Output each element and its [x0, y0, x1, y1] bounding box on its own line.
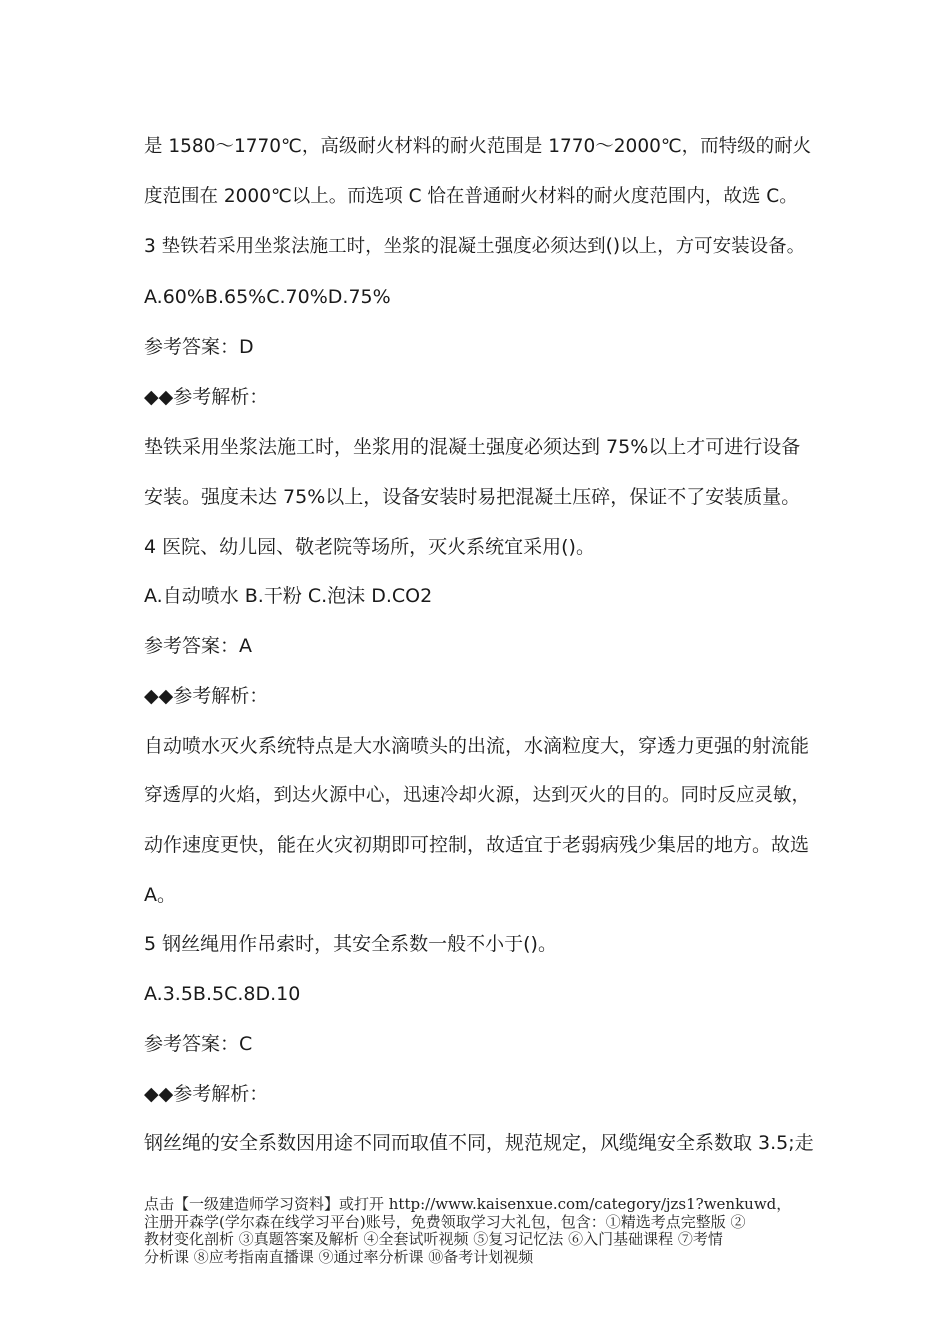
question-5-text: 5 钢丝绳用作吊索时，其安全系数一般不小于()。 [144, 933, 557, 955]
question-4-analysis-heading: ◆◆参考解析： [144, 685, 269, 707]
footer-line: 注册开森学(学尔森在线学习平台)账号，免费领取学习大礼包，包含：①精选考点完整版 ② [144, 1212, 746, 1231]
text-line: 是 1580～1770℃，高级耐火材料的耐火范围是 1770～2000℃，而特级的耐火 [144, 136, 812, 157]
text-line: 安装。强度未达 75%以上，设备安装时易把混凝土压碎，保证不了安装质量。 [144, 486, 801, 508]
question-4-text: 4 医院、幼儿园、敬老院等场所，灭火系统宜采用()。 [144, 536, 595, 558]
text-line: 自动喷水灭火系统特点是大水滴喷头的出流，水滴粒度大，穿透力更强的射流能 [144, 735, 810, 757]
question-3-text: 3 垫铁若采用坐浆法施工时，坐浆的混凝土强度必须达到()以上，方可安装设备。 [144, 236, 806, 257]
footer-line: 分析课 ⑧应考指南直播课 ⑨通过率分析课 ⑩备考计划视频 [144, 1247, 534, 1266]
question-5-answer: 参考答案：C [144, 1033, 253, 1055]
question-4-answer: 参考答案：A [144, 635, 252, 657]
text-line: 垫铁采用坐浆法施工时，坐浆用的混凝土强度必须达到 75%以上才可进行设备 [144, 436, 801, 458]
footer-line: 教材变化剖析 ③真题答案及解析 ④全套试听视频 ⑤复习记忆法 ⑥入门基础课程 ⑦考情 [144, 1230, 723, 1248]
question-5-options: A.3.5B.5C.8D.10 [144, 983, 301, 1005]
text-line: 度范围在 2000℃以上。而选项 C 恰在普通耐火材料的耐火度范围内，故选 C。 [144, 186, 798, 207]
text-line: 穿透厚的火焰，到达火源中心，迅速冷却火源，达到灭火的目的。同时反应灵敏， [144, 785, 811, 806]
question-3-options: A.60%B.65%C.70%D.75% [144, 286, 391, 308]
promo-footer [144, 1196, 816, 1266]
footer-link-line[interactable]: 点击【一级建造师学习资料】或打开 http://www.kaisenxue.com/category/jzs1?wenkuwd， [144, 1195, 792, 1213]
text-line: 钢丝绳的安全系数因用途不同而取值不同，规范规定，风缆绳安全系数取 3.5;走 [144, 1132, 814, 1154]
text-line: 动作速度更快，能在火灾初期即可控制，故适宜于老弱病残少集居的地方。故选 [144, 834, 810, 856]
text-line: A。 [144, 884, 176, 906]
question-4-options: A.自动喷水 B.干粉 C.泡沫 D.CO2 [144, 585, 433, 607]
question-3-answer: 参考答案：D [144, 336, 254, 358]
question-5-analysis-heading: ◆◆参考解析： [144, 1083, 269, 1105]
question-3-analysis-heading: ◆◆参考解析： [144, 386, 269, 408]
